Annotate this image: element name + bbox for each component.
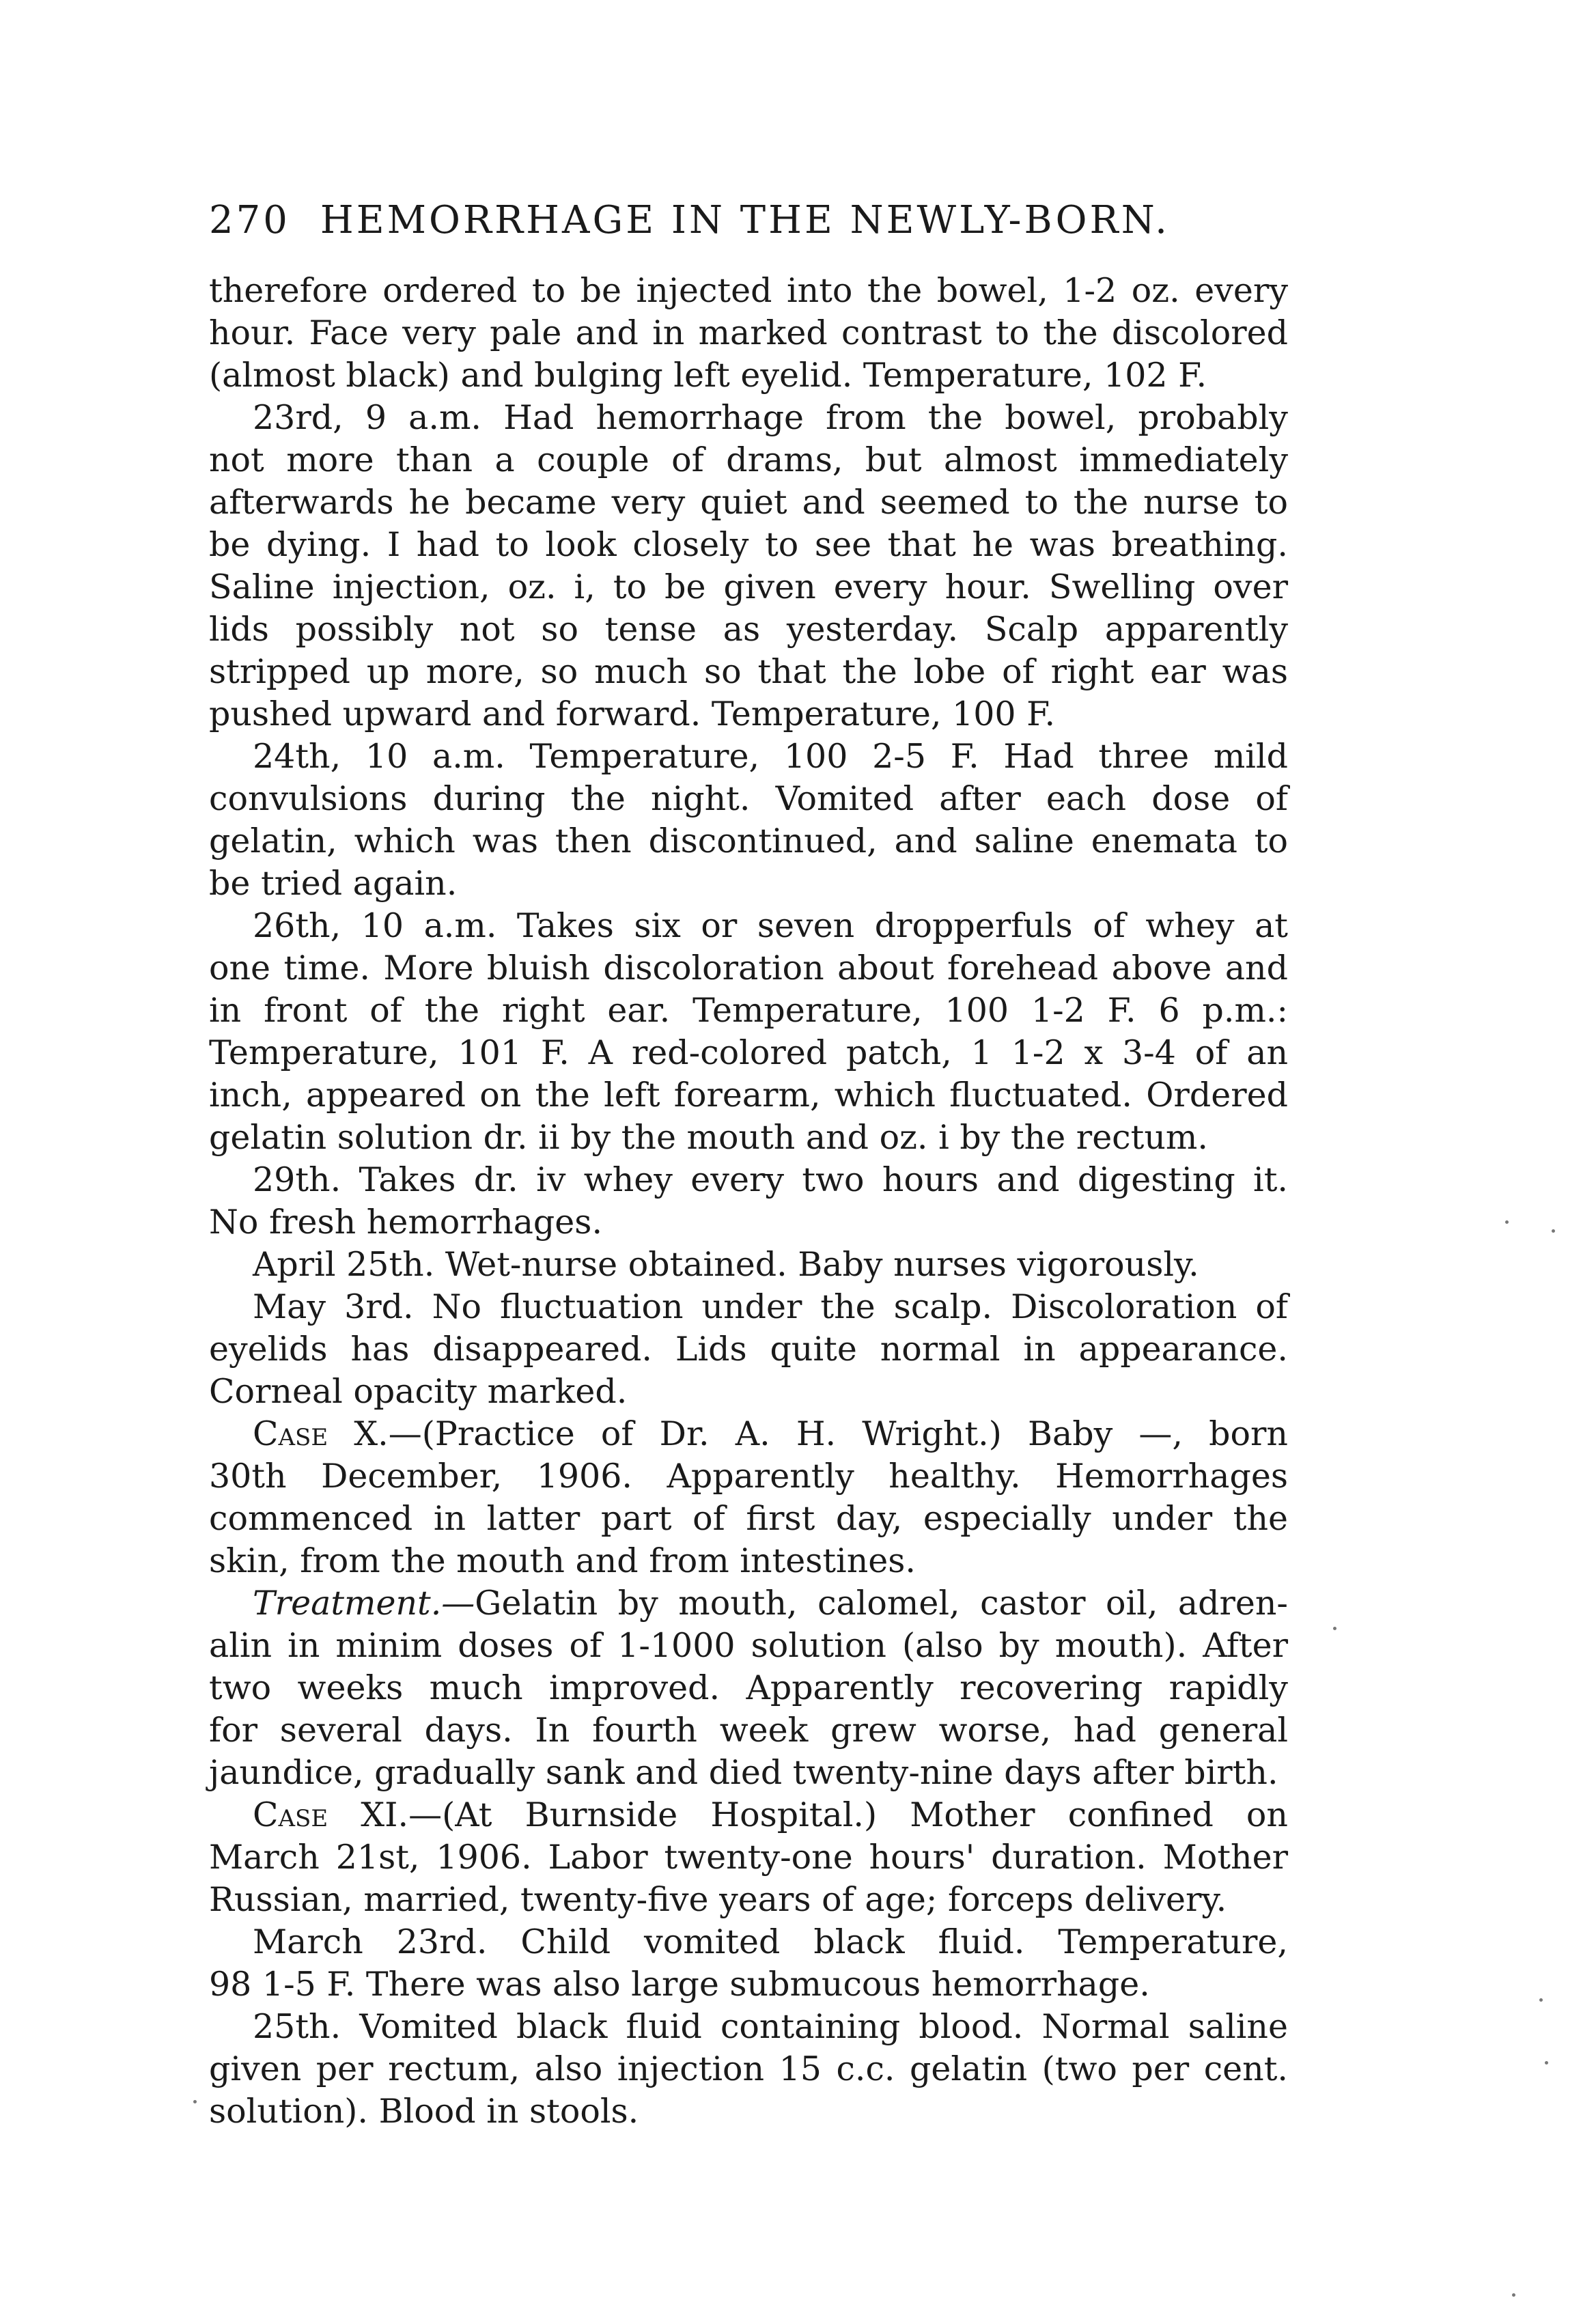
scan-speck — [1539, 1998, 1543, 2002]
scan-speck — [1505, 1220, 1509, 1224]
text-line: lids possibly not so tense as yesterday. Scalp apparently — [209, 610, 1288, 649]
text-line: gelatin solution dr. ii by the mouth and oz. i by the rectum. — [209, 1118, 1208, 1157]
text-line: solution). Blood in stools. — [209, 2092, 639, 2131]
text-line: for several days. In fourth week grew worse, had general — [209, 1711, 1288, 1750]
text-line: in front of the right ear. Temperature, 100 1-2 F. 6 p.m.: — [209, 991, 1288, 1030]
text-line: two weeks much improved. Apparently recovering rapidly — [209, 1668, 1288, 1707]
text-line: not more than a couple of drams, but almost immediately — [209, 440, 1288, 479]
text-line: gelatin, which was then discontinued, and saline enemata to — [209, 822, 1288, 860]
text-line: inch, appeared on the left forearm, which fluctuated. Ordered — [209, 1076, 1288, 1115]
text-line: commenced in latter part of first day, especially under the — [209, 1499, 1288, 1538]
text-line: afterwards he became very quiet and seemed to the nurse to — [209, 483, 1288, 522]
text-line — [209, 1582, 1288, 1625]
text-line — [209, 1794, 1288, 1836]
text-line: skin, from the mouth and from intestines. — [209, 1541, 916, 1580]
case-xi-label: Case XI.— — [253, 1795, 443, 1834]
text-line: Temperature, 101 F. A red-colored patch, 1 1-2 x 3-4 of an — [209, 1033, 1288, 1072]
text-line: (almost black) and bulging left eyelid. Temperature, 102 F. — [209, 356, 1207, 395]
text-line: therefore ordered to be injected into the bowel, 1-2 oz. every — [209, 271, 1288, 310]
text-line: March 21st, 1906. Labor twenty-one hours' duration. Mother — [209, 1838, 1288, 1877]
treatment-label: Treatment.— — [253, 1584, 475, 1623]
scan-speck — [193, 2100, 197, 2103]
text-line: Russian, married, twenty-five years of age; forceps delivery. — [209, 1880, 1227, 1919]
text-line: 26th, 10 a.m. Takes six or seven dropperfuls of whey at — [253, 906, 1288, 945]
page-number: 270 — [209, 198, 290, 242]
text-line-rest: Gelatin by mouth, calomel, castor oil, adren- — [475, 1584, 1288, 1623]
text-line: pushed upward and forward. Temperature, 100 F. — [209, 695, 1056, 733]
text-line: April 25th. Wet-nurse obtained. Baby nurses vigorously. — [253, 1245, 1199, 1284]
text-line: hour. Face very pale and in marked contrast to the discolored — [209, 313, 1288, 352]
text-line: convulsions during the night. Vomited after each dose of — [209, 779, 1288, 818]
text-line: alin in minim doses of 1-1000 solution (also by mouth). After — [209, 1626, 1288, 1665]
text-line: 25th. Vomited black fluid containing blood. Normal saline — [253, 2007, 1288, 2046]
text-line: Corneal opacity marked. — [209, 1372, 628, 1411]
text-line: March 23rd. Child vomited black fluid. Temperature, — [253, 1922, 1288, 1961]
text-line: given per rectum, also injection 15 c.c. gelatin (two per cent. — [209, 2049, 1288, 2088]
text-line-rest: (Practice of Dr. A. H. Wright.) Baby —, born — [421, 1414, 1288, 1453]
body-text — [209, 270, 1288, 2133]
text-line: be dying. I had to look closely to see that he was breathing. — [209, 525, 1288, 564]
text-line: May 3rd. No fluctuation under the scalp. Discoloration of — [253, 1287, 1288, 1326]
text-line-rest: (At Burnside Hospital.) Mother confined on — [442, 1795, 1288, 1834]
scan-speck — [1333, 1627, 1336, 1630]
text-line: be tried again. — [209, 864, 458, 903]
running-header — [209, 198, 1302, 253]
scan-speck — [1545, 2061, 1548, 2065]
text-line: jaundice, gradually sank and died twenty-nine days after birth. — [209, 1753, 1278, 1792]
text-line: No fresh hemorrhages. — [209, 1203, 603, 1242]
case-x-label: Case X.— — [253, 1414, 422, 1453]
scan-speck — [1552, 1229, 1555, 1233]
text-line: 29th. Takes dr. iv whey every two hours and digesting it. — [253, 1160, 1288, 1199]
text-line: 23rd, 9 a.m. Had hemorrhage from the bowel, probably — [253, 398, 1288, 437]
scan-speck — [1512, 2293, 1515, 2297]
text-line: 98 1-5 F. There was also large submucous hemorrhage. — [209, 1965, 1150, 2004]
text-line: 30th December, 1906. Apparently healthy. Hemorrhages — [209, 1457, 1288, 1496]
text-line: one time. More bluish discoloration about forehead above and — [209, 949, 1288, 988]
text-line — [209, 1413, 1288, 1455]
text-line: Saline injection, oz. i, to be given every hour. Swelling over — [209, 568, 1288, 606]
text-line: stripped up more, so much so that the lobe of right ear was — [209, 652, 1288, 691]
text-line: 24th, 10 a.m. Temperature, 100 2-5 F. Had three mild — [253, 737, 1288, 776]
running-title: HEMORRHAGE IN THE NEWLY-BORN. — [320, 198, 1170, 242]
text-line: eyelids has disappeared. Lids quite normal in appearance. — [209, 1330, 1288, 1369]
